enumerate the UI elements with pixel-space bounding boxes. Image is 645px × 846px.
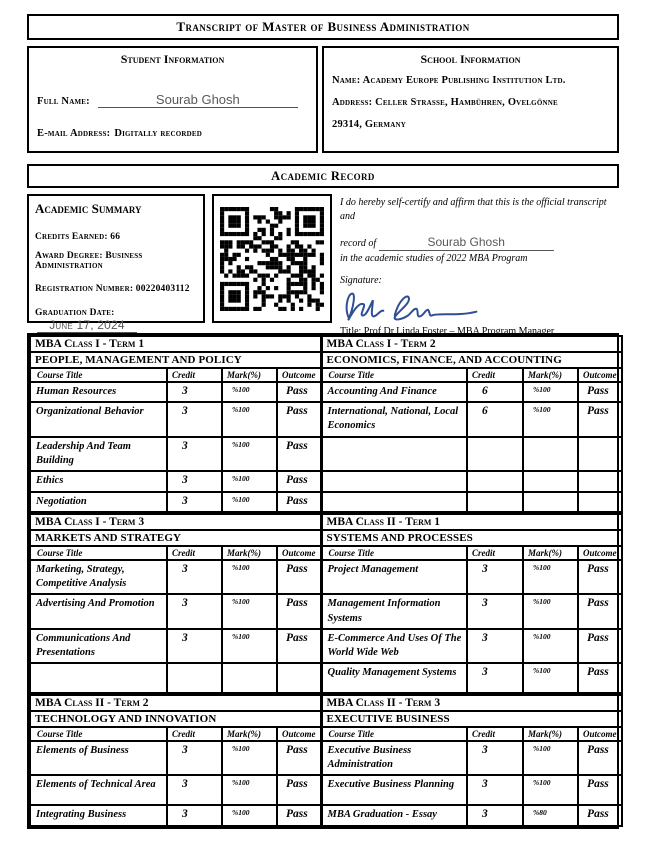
course-title-cell: Management Information Systems [321,594,467,628]
mark-cell: %100 [222,629,277,663]
outcome-cell: Pass [277,629,321,663]
category-header: SYSTEMS AND PROCESSES [321,530,622,546]
academic-record-bar [27,164,619,188]
academic-summary-section [27,194,205,332]
school-name-line: Name: Academy Europe Publishing Institution Ltd. [332,75,566,86]
credit-cell: 3 [167,492,222,512]
mark-cell [523,492,578,512]
course-row [30,805,622,826]
credit-cell: 3 [167,594,222,628]
outcome-cell: Pass [578,775,622,805]
category-header: MARKETS AND STRATEGY [30,530,321,546]
course-row [30,402,622,436]
credit-cell: 3 [467,805,523,826]
credit-cell [167,663,222,693]
category-header: EXECUTIVE BUSINESS [321,711,622,727]
school-info-heading: School Information [420,52,521,66]
course-title-cell: MBA Graduation - Essay [321,805,467,826]
signature-image [340,287,619,325]
certification-line1: I do hereby self-certify and affirm that this is the official transcript and [340,197,607,222]
outcome-cell: Pass [277,402,321,436]
credit-cell: 6 [467,382,523,402]
full-name-value: Sourab Ghosh [98,92,298,108]
credit-cell: 3 [167,560,222,594]
outcome-cell: Pass [578,629,622,663]
term-header: MBA Class II - Term 2 [30,695,321,711]
mark-cell: %100 [222,437,277,471]
category-header: PEOPLE, MANAGEMENT AND POLICY [30,352,321,368]
mark-cell: %100 [523,402,578,436]
mark-cell [523,471,578,492]
credits-earned-value: 66 [110,232,121,242]
term-header: MBA Class I - Term 2 [321,336,622,352]
course-title-cell: Negotiation [30,492,167,512]
document-title: Transcript of Master of Business Administration [176,19,470,34]
qr-code-image [220,207,324,311]
course-title-cell [321,492,467,512]
email-field [37,123,308,141]
graduation-date-line [35,308,197,333]
course-title-cell: Communications And Presentations [30,629,167,663]
email-label: E-mail Address: [37,128,111,139]
signature-label: Signature: [340,274,382,286]
student-info-heading: Student Information [120,52,225,66]
outcome-cell: Pass [277,437,321,471]
outcome-cell [578,492,622,512]
course-row [30,663,622,693]
outcome-cell: Pass [277,471,321,492]
student-information-section [27,46,318,153]
credit-cell: 3 [167,775,222,805]
course-row [30,560,622,594]
record-of-line [340,234,619,251]
credit-cell [467,437,523,471]
column-header: Outcome [578,368,622,382]
certification-line3: in the academic studies of 2022 MBA Program [340,253,528,265]
column-header: Course Title [321,727,467,741]
outcome-cell: Pass [578,594,622,628]
mark-cell: %100 [523,560,578,594]
outcome-cell: Pass [277,382,321,402]
mark-cell: %100 [222,382,277,402]
credit-cell: 3 [167,437,222,471]
column-header: Credit [167,727,222,741]
course-row [30,492,622,512]
outcome-cell: Pass [578,741,622,775]
school-address-line2: 29314, Germany [332,119,406,131]
outcome-cell: Pass [277,492,321,512]
outcome-cell: Pass [277,560,321,594]
credit-cell: 3 [167,629,222,663]
course-tables [27,333,619,829]
term-band-table [29,335,623,513]
credit-cell: 3 [167,805,222,826]
outcome-cell: Pass [277,805,321,826]
course-title-cell [30,663,167,693]
mark-cell: %100 [523,663,578,693]
column-header: Mark(%) [222,727,277,741]
credit-cell: 3 [167,382,222,402]
mark-cell: %100 [222,492,277,512]
credit-cell [467,492,523,512]
credit-cell [467,471,523,492]
mark-cell: %100 [222,560,277,594]
column-header: Outcome [277,727,321,741]
academic-summary-heading: Academic Summary [35,201,142,216]
course-title-cell: Quality Management Systems [321,663,467,693]
course-title-cell: International, National, Local Economics [321,402,467,436]
email-value: Digitally recorded [114,128,203,139]
category-header: ECONOMICS, FINANCE, AND ACCOUNTING [321,352,622,368]
column-header: Course Title [30,368,167,382]
registration-number-value: 00220403112 [135,284,190,294]
course-title-cell [321,471,467,492]
column-header: Credit [467,727,523,741]
mark-cell: %100 [222,471,277,492]
course-row [30,437,622,471]
course-title-cell [321,437,467,471]
term-header: MBA Class II - Term 3 [321,695,622,711]
graduation-date-value: June 17, 2024 [37,318,137,333]
column-header: Course Title [30,727,167,741]
mark-cell: %100 [523,594,578,628]
column-header: Credit [167,546,222,560]
mark-cell [523,437,578,471]
course-title-cell: Project Management [321,560,467,594]
credit-cell: 3 [467,663,523,693]
credit-cell: 3 [167,402,222,436]
course-row [30,594,622,628]
course-title-cell: Organizational Behavior [30,402,167,436]
mark-cell [222,663,277,693]
term-header: MBA Class I - Term 1 [30,336,321,352]
registration-number-line [35,284,197,294]
credit-cell: 6 [467,402,523,436]
course-title-cell: Human Resources [30,382,167,402]
credit-cell: 3 [467,594,523,628]
credit-cell: 3 [467,775,523,805]
qr-code [212,194,332,323]
course-row [30,629,622,663]
award-degree-line [35,251,197,271]
mark-cell: %80 [523,805,578,826]
full-name-field [37,91,308,109]
course-title-cell: Marketing, Strategy, Competitive Analysis [30,560,167,594]
full-name-label: Full Name: [37,96,90,107]
graduation-date-label: Graduation Date: [35,308,115,318]
course-title-cell: E-Commerce And Uses Of The World Wide Web [321,629,467,663]
column-header: Outcome [578,546,622,560]
school-information-section [322,46,619,153]
outcome-cell: Pass [578,663,622,693]
column-header: Outcome [578,727,622,741]
summary-row [27,194,619,338]
info-row [27,46,619,153]
outcome-cell: Pass [578,402,622,436]
mark-cell: %100 [222,775,277,805]
registration-number-label: Registration Number: [35,284,134,294]
term-band-table [29,513,623,694]
mark-cell: %100 [523,382,578,402]
course-row [30,471,622,492]
mark-cell: %100 [523,741,578,775]
column-header: Credit [167,368,222,382]
mark-cell: %100 [222,594,277,628]
record-of-label: record of [340,238,377,249]
credit-cell: 3 [467,741,523,775]
column-header: Course Title [321,546,467,560]
credits-earned-line [35,232,197,242]
award-degree-label: Award Degree: [35,251,103,261]
column-header: Mark(%) [523,368,578,382]
credit-cell: 3 [167,741,222,775]
term-header: MBA Class I - Term 3 [30,514,321,530]
course-title-cell: Ethics [30,471,167,492]
certification-section [340,194,619,338]
category-header: TECHNOLOGY AND INNOVATION [30,711,321,727]
column-header: Outcome [277,546,321,560]
column-header: Credit [467,546,523,560]
credit-cell: 3 [167,471,222,492]
course-title-cell: Leadership And Team Building [30,437,167,471]
column-header: Credit [467,368,523,382]
course-title-cell: Executive Business Administration [321,741,467,775]
outcome-cell: Pass [578,560,622,594]
school-address-line1: Address: Celler Strasse, Hambühren, Ovelgönne [332,97,558,109]
academic-record-heading: Academic Record [271,168,375,183]
column-header: Mark(%) [222,546,277,560]
course-title-cell: Elements of Business [30,741,167,775]
outcome-cell [578,471,622,492]
course-row [30,775,622,805]
course-title-cell: Advertising And Promotion [30,594,167,628]
column-header: Mark(%) [222,368,277,382]
outcome-cell: Pass [578,382,622,402]
column-header: Outcome [277,368,321,382]
certifier-title-line: Title: Prof,Dr,Linda Foster – MBA Program Manager [340,326,555,338]
credits-earned-label: Credits Earned: [35,232,108,242]
column-header: Course Title [321,368,467,382]
outcome-cell: Pass [277,594,321,628]
document-title-bar [27,14,619,40]
column-header: Mark(%) [523,727,578,741]
course-title-cell: Accounting And Finance [321,382,467,402]
course-title-cell: Executive Business Planning [321,775,467,805]
column-header: Mark(%) [523,546,578,560]
outcome-cell: Pass [277,775,321,805]
outcome-cell [277,663,321,693]
credit-cell: 3 [467,560,523,594]
award-degree-value: Business Administration [35,251,143,271]
outcome-cell: Pass [277,741,321,775]
mark-cell: %100 [222,402,277,436]
course-row [30,382,622,402]
column-header: Course Title [30,546,167,560]
mark-cell: %100 [222,805,277,826]
outcome-cell [578,437,622,471]
mark-cell: %100 [523,629,578,663]
course-title-cell: Elements of Technical Area [30,775,167,805]
mark-cell: %100 [222,741,277,775]
credit-cell: 3 [467,629,523,663]
mark-cell: %100 [523,775,578,805]
term-header: MBA Class II - Term 1 [321,514,622,530]
course-row [30,741,622,775]
term-band-table [29,694,623,827]
record-of-value: Sourab Ghosh [379,234,554,251]
course-title-cell: Integrating Business [30,805,167,826]
outcome-cell: Pass [578,805,622,826]
